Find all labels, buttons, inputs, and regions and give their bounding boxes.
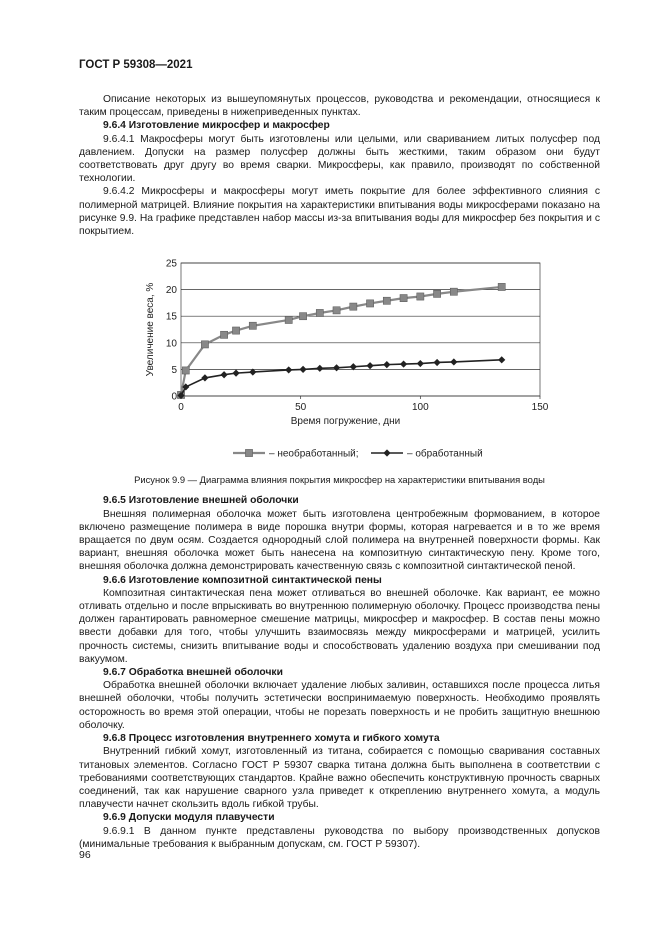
series-1-point-17 <box>498 356 505 363</box>
series-0-point-4 <box>232 327 239 334</box>
legend-marker-1 <box>383 450 390 457</box>
series-line-0 <box>181 287 502 395</box>
series-1-point-7 <box>299 366 306 373</box>
series-0-point-12 <box>383 297 390 304</box>
section-9-6-8-heading: 9.6.8 Процесс изготовления внутреннего хомута и гибкого хомута <box>103 733 440 745</box>
series-0-point-2 <box>201 341 208 348</box>
series-0-point-5 <box>249 322 256 329</box>
series-1-point-12 <box>383 361 390 368</box>
section-9-6-5-heading: 9.6.5 Изготовление внешней оболочки <box>103 495 299 507</box>
document-code-header: ГОСТ Р 59308—2021 <box>79 59 193 71</box>
paragraph-9-6-7: Обработка внешней оболочки включает удаление любых заливин, оставшихся после процесса литья внешней оболочки, чтобы получить эстетически воспринимаемую поверхность. Необходимо проявлять осторожность во время этой операции, чтобы не порезать поверхность и не пробить защитную внешнюю оболочку. <box>79 680 600 731</box>
series-0-point-7 <box>299 313 306 320</box>
series-0-point-14 <box>417 293 424 300</box>
page-number: 96 <box>79 849 91 861</box>
series-0-point-10 <box>350 303 357 310</box>
y-tick-label-0: 0 <box>171 391 177 403</box>
legend-marker-0 <box>245 450 252 457</box>
series-1-point-6 <box>285 367 292 374</box>
section-9-6-7-heading: 9.6.7 Обработка внешней оболочки <box>103 667 283 679</box>
series-1-point-14 <box>417 360 424 367</box>
series-0-point-6 <box>285 317 292 324</box>
series-1-point-2 <box>201 375 208 382</box>
figure-caption: Рисунок 9.9 — Диаграмма влияния покрытия микросфер на характеристики впитывания воды <box>134 474 545 486</box>
series-0-point-11 <box>366 300 373 307</box>
x-tick-label-0: 0 <box>178 402 184 414</box>
series-0-point-1 <box>182 367 189 374</box>
series-1-point-8 <box>316 365 323 372</box>
series-1-point-9 <box>333 364 340 371</box>
water-absorption-chart <box>79 245 600 471</box>
section-9-6-6-heading: 9.6.6 Изготовление композитной синтактической пены <box>103 574 382 586</box>
paragraph-9-6-4-1: 9.6.4.1 Макросферы могут быть изготовлены или целыми, или свариванием литых полусфер под давлением. Допуски на размер полусфер должны быть жесткими, таким образом они будут соответствовать друг другу во время сварки. Микросферы, как правило, производят по собственной технологии. <box>79 133 600 185</box>
y-axis-label: Увеличение веса, % <box>145 282 156 377</box>
y-tick-label-1: 5 <box>171 365 177 377</box>
section-9-6-9-heading: 9.6.9 Допуски модуля плавучести <box>103 812 275 824</box>
series-0-point-3 <box>220 331 227 338</box>
paragraph-9-6-5: Внешняя полимерная оболочка может быть изготовлена центробежным формованием, в которое включено размещение полимера в виде порошка внутри формы, которая нагревается и в то же время вращается по двум осям. Создается однородный слой полимера на внутренней поверхности формы. Как вариант, внешняя оболочка может быть нанесена на композитную синтактическую пену. Кроме того, внешняя оболочка должна демонстрировать качественную связь с композитной синтактической пеной. <box>79 508 600 573</box>
series-1-point-16 <box>450 359 457 366</box>
paragraph-9-6-6: Композитная синтактическая пена может отливаться во внешней оболочке. Как вариант, ее можно отливать отдельно и после впрыскивать во внутреннюю полимерную оболочку. Процесс производства пены должен гарантировать равномерное смешение матрицы, микросфер и макросфер. В состав пены можно ввести добавки для того, чтобы улучшить взаимосвязь между микросферами и матрицей, усилить прочность системы, снизить впитывание воды и способствовать удалению воздуха при смешивании под вакуумом. <box>79 587 600 665</box>
y-tick-label-5: 25 <box>165 258 177 270</box>
x-axis-label: Время погружение, дни <box>290 416 401 428</box>
paragraph-9-6-4-2: 9.6.4.2 Микросферы и макросферы могут иметь покрытие для более эффективного слияния с полимерной матрицей. Влияние покрытия на характеристики впитывания воды микросферами показано на рисунке 9.9. На графике представлен набор массы из-за впитывания воды для микросфер без покрытия и с покрытием. <box>79 186 600 238</box>
x-tick-label-3: 150 <box>531 402 549 414</box>
figure-9-9 <box>79 245 600 471</box>
series-1-point-15 <box>433 359 440 366</box>
series-0-point-13 <box>400 295 407 302</box>
x-tick-label-2: 100 <box>411 402 429 414</box>
series-0-point-9 <box>333 307 340 314</box>
legend-label-1: – обработанный <box>407 448 483 460</box>
series-1-point-3 <box>220 371 227 378</box>
y-tick-label-4: 20 <box>165 285 177 297</box>
legend-label-0: – необработанный; <box>269 448 359 460</box>
series-0-point-8 <box>316 310 323 317</box>
y-tick-label-2: 10 <box>165 338 177 350</box>
series-1-point-11 <box>366 362 373 369</box>
series-0-point-16 <box>450 288 457 295</box>
section-9-6-4-heading: 9.6.4 Изготовление микросфер и макросфер <box>103 120 330 132</box>
series-0-point-15 <box>433 290 440 297</box>
paragraph-9-6-9-1: 9.6.9.1 В данном пункте представлены руководства по выбору производственных допусков (минимальные требования к выбранным допускам, см. ГОСТ Р 59307). <box>79 825 600 850</box>
series-1-point-4 <box>232 370 239 377</box>
series-1-point-13 <box>400 361 407 368</box>
paragraph-9-6-8: Внутренний гибкий хомут, изготовленный из титана, собирается с помощью сваривания составных титановых элементов. Согласно ГОСТ Р 59307 сварка титана должна быть выполнена в соответствии с требованиями соответствующих стандартов. Крайне важно обеспечить конструктивную прочность сварных соединений, так как нарушение сварного узла приведет к откреплению внутреннего хомута, а модуль плавучести начнет скользить вдоль гибкой трубы. <box>79 746 600 811</box>
series-0-point-17 <box>498 284 505 291</box>
page-content <box>79 93 600 851</box>
x-tick-label-1: 50 <box>295 402 307 414</box>
y-tick-label-3: 15 <box>165 311 177 323</box>
intro-paragraph: Описание некоторых из вышеупомянутых процессов, руководства и рекомендации, относящиеся к таким процессам, приведены в нижеприведенных пунктах. <box>79 94 600 119</box>
